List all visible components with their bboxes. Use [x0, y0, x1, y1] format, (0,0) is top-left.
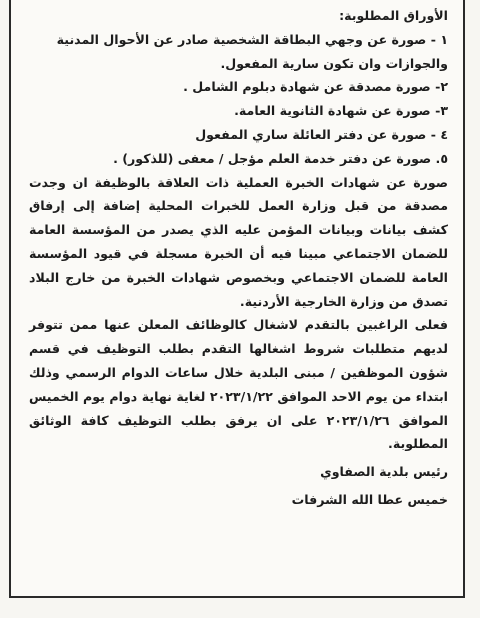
requirement-item-4: ٤ - صورة عن دفتر العائلة ساري المفعول: [195, 126, 448, 142]
announcement-body: [29, 4, 448, 512]
requirement-item-2: ٢- صورة مصدقة عن شهادة دبلوم الشامل .: [183, 79, 448, 95]
document-frame: [9, 0, 465, 598]
signatory-title: رئيس بلدية الصفاوي: [320, 464, 448, 480]
application-instructions-paragraph: فعلى الراغبين بالتقدم لاشغال كالوظائف المعلن عنها ممن تتوفر لديهم متطلبات شروط اشغالها التقدم بطلب التوظيف في قسم شؤون الموظفين / مبنى البلدية خلال ساعات الدوام الرسمي وذلك ابتداء من يوم الاحد الموافق ٢٠٢٣/١/٢٢ لغاية نهاية دوام يوم الخميس الموافق ٢٠٢٣/١/٢٦ على ان يرفق بطلب التوظيف كافة الوثائق المطلوبة.: [29, 317, 449, 452]
signatory-name: خميس عطا الله الشرفات: [291, 491, 448, 507]
experience-certificates-paragraph: صورة عن شهادات الخبرة العملية ذات العلاقة بالوظيفة ان وجدت مصدقة من قبل وزارة العمل للخبرات المحلية إضافة إلى إرفاق كشف بيانات وبيانات المؤمن عليه الذي يصدر من المؤسسة العامة للضمان الاجتماعي مبينا فيه أن الخبرة مسجلة في قيود المؤسسة العامة للضمان الاجتماعي وبخصوص شهادات الخبرة من خارج البلاد تصدق من وزارة الخارجية الأردنية.: [29, 174, 448, 309]
required-documents-heading: الأوراق المطلوبة:: [339, 8, 448, 23]
requirement-item-1: ١ - صورة عن وجهي البطاقة الشخصية صادر عن الأحوال المدنية والجوازات وان تكون سارية المفعول.: [56, 31, 448, 71]
requirement-item-5: ٥. صورة عن دفتر خدمة العلم مؤجل / معفى (للذكور) .: [113, 150, 448, 166]
requirement-item-3: ٣- صورة عن شهادة الثانوية العامة.: [234, 103, 448, 119]
